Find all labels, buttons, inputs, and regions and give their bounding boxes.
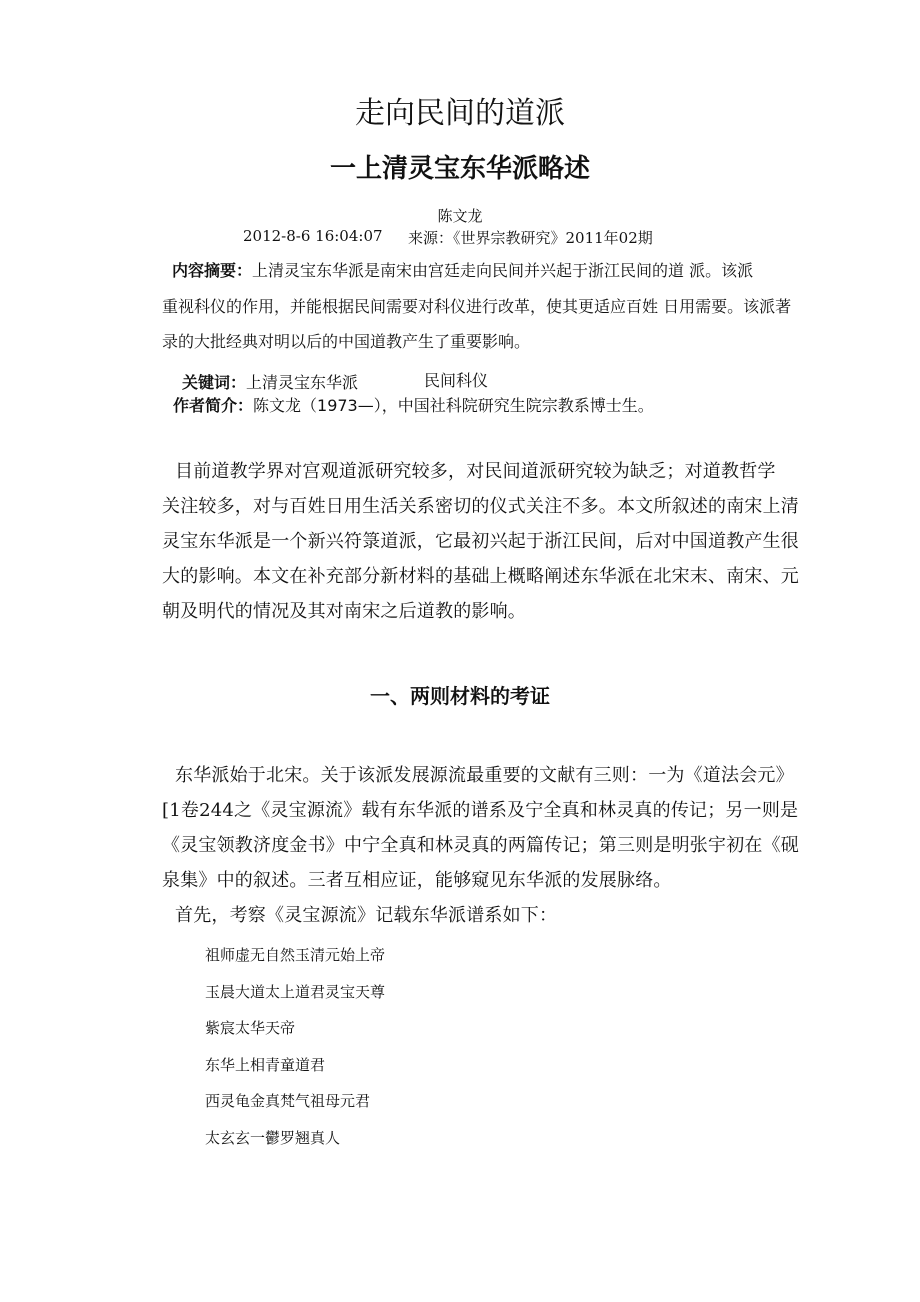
intro-line-5: 朝及明代的情况及其对南宋之后道教的影响。 <box>162 601 526 622</box>
publish-datetime: 2012-8-6 16:04:07 <box>243 227 383 245</box>
author-name: 陈文龙 <box>437 207 483 225</box>
lineage-item: 东华上相青童道君 <box>205 1055 326 1074</box>
article-title: 走向民间的道派 <box>355 96 565 131</box>
section-1-line-3: 《灵宝领教济度金书》中宁全真和林灵真的两篇传记；第三则是明张宇初在《砚 <box>162 835 799 856</box>
lineage-item: 太玄玄一鬱罗翘真人 <box>205 1128 341 1147</box>
intro-line-1: 目前道教学界对宫观道派研究较多，对民间道派研究较为缺乏；对道教哲学 <box>175 461 776 482</box>
lineage-item: 紫宸太华天帝 <box>205 1019 296 1037</box>
lineage-item: 西灵龟金真梵气祖母元君 <box>205 1092 371 1110</box>
author-intro-row <box>173 393 654 416</box>
section-1-line-2: [1卷244之《灵宝源流》载有东华派的谱系及宁全真和林灵真的传记；另一则是 <box>162 800 799 821</box>
keyword-1: 上清灵宝东华派 <box>246 373 359 392</box>
abstract-line-1 <box>172 258 753 281</box>
keywords-row <box>182 370 358 393</box>
lineage-item: 玉晨大道太上道君灵宝天尊 <box>205 982 386 1001</box>
lineage-list <box>205 943 385 1162</box>
section-1-para-2: 首先，考察《灵宝源流》记载东华派谱系如下： <box>175 905 558 926</box>
abstract-label: 内容摘要： <box>172 261 253 280</box>
intro-line-3: 灵宝东华派是一个新兴符箓道派，它最初兴起于浙江民间，后对中国道教产生很 <box>162 531 799 552</box>
section-1-paragraph <box>162 758 802 933</box>
author-intro-label: 作者简介： <box>173 396 254 415</box>
abstract-line-2: 重视科仪的作用，并能根据民间需要对科仪进行改革，使其更适应百姓 日用需要。该派著 <box>162 297 792 316</box>
abstract-line-3: 录的大批经典对明以后的中国道教产生了重要影响。 <box>162 332 531 351</box>
author-intro-text: 陈文龙（1973—），中国社科院研究生院宗教系博士生。 <box>253 396 654 415</box>
section-1-heading: 一、两则材料的考证 <box>370 684 550 708</box>
keyword-2: 民间科仪 <box>424 371 489 390</box>
article-subtitle: 一上清灵宝东华派略述 <box>329 154 590 184</box>
section-1-line-1: 东华派始于北宋。关于该派发展源流最重要的文献有三则：一为《道法会元》 <box>175 765 794 786</box>
abstract-text-1: 上清灵宝东华派是南宋由宫廷走向民间并兴起于浙江民间的道 派。该派 <box>252 261 754 280</box>
publication-source: 来源：《世界宗教研究》2011年02期 <box>408 229 653 247</box>
intro-paragraph <box>162 454 802 629</box>
intro-line-4: 大的影响。本文在补充部分新材料的基础上概略阐述东华派在北宋末、南宋、元 <box>162 566 799 587</box>
keywords-label: 关键词： <box>182 373 247 392</box>
intro-line-2: 关注较多，对与百姓日用生活关系密切的仪式关注不多。本文所叙述的南宋上清 <box>162 496 799 517</box>
lineage-item: 祖师虚无自然玉清元始上帝 <box>205 946 386 964</box>
section-1-line-4: 泉集》中的叙述。三者互相应证，能够窥见东华派的发展脉络。 <box>162 870 672 891</box>
